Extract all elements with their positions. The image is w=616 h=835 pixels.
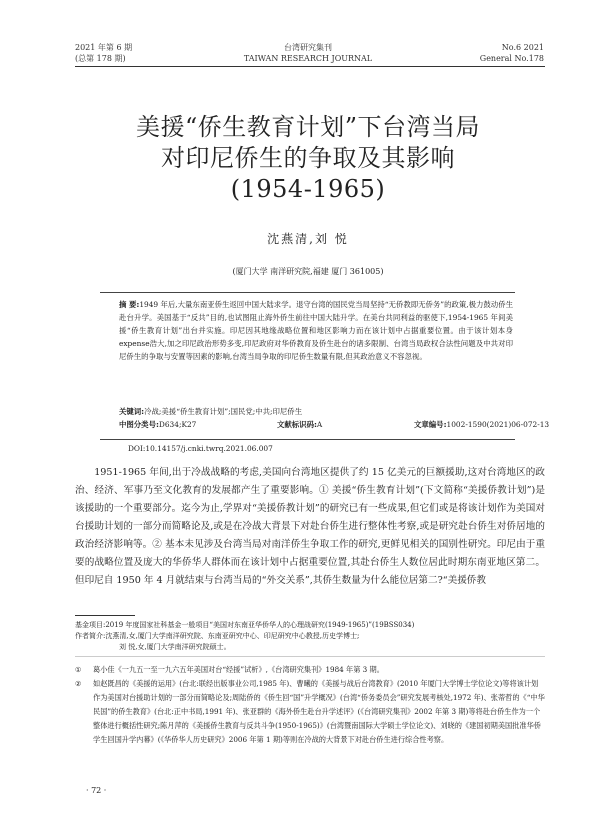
abstract-bottom-divider xyxy=(100,439,515,440)
abstract-label: 摘 要: xyxy=(119,300,140,309)
abstract-top-divider xyxy=(100,292,515,293)
page-number: · 72 · xyxy=(86,786,107,795)
issue-number-en: No.6 2021 xyxy=(501,43,544,52)
abstract xyxy=(119,298,513,363)
paper-title xyxy=(0,112,616,205)
funding-info xyxy=(75,620,545,653)
article-label: 文章编号: xyxy=(414,420,447,429)
article-value: 1002-1590(2021)06-072-13 xyxy=(446,420,550,429)
author-bio-line-2: 刘 悦,女,厦门大学南洋研究院硕士。 xyxy=(119,643,231,651)
keywords-label: 关键词: xyxy=(119,407,145,416)
clc-label: 中图分类号: xyxy=(119,420,159,429)
doc-value: A xyxy=(316,420,323,429)
doc-field xyxy=(277,418,322,431)
journal-name-en: TAIWAN RESEARCH JOURNAL xyxy=(243,54,373,63)
footnote xyxy=(75,663,545,677)
article-field xyxy=(414,418,549,431)
classification xyxy=(119,418,550,431)
title-line-3: (1954-1965) xyxy=(230,175,386,203)
clc-field xyxy=(119,420,196,429)
author-bio-line: 作者简介:沈燕清,女,厦门大学南洋研究院、东南亚研究中心、印尼研究中心教授,历史学博士; xyxy=(75,632,360,640)
funding-line: 基金项目:2019 年度国家社科基金一般项目“美国对东南亚华侨华人的心理战研究(1949-1965)”(19BSS034) xyxy=(75,621,415,629)
notes-divider xyxy=(75,656,545,657)
footnote-number: ① xyxy=(75,665,82,674)
title-line-1: 美援“侨生教育计划”下台湾当局 xyxy=(135,113,481,141)
footnote-text: 葛小佳《一九五一至一九六五年美国对台“经援”试析》,《台湾研究集刊》1984 年第 3 期。 xyxy=(93,665,384,674)
journal-issue-en xyxy=(480,42,544,64)
keywords xyxy=(119,405,513,418)
journal-name-cn: 台湾研究集刊 xyxy=(284,43,332,52)
keywords-text: 冷战;美援“侨生教育计划”;国民党;中共;印尼侨生 xyxy=(144,407,303,416)
abstract-text: 1949 年后,大量东南亚侨生返回中国大陆求学。退守台湾的国民党当局坚持“无侨教即无侨务”的政策,极力鼓动侨生赴台升学。美国基于“反共”目的,也试图阻止海外侨生前往中国大陆升学。在美台共同利益的驱使下,1954-1965 年间美援“侨生教育计划”出台并实施。印尼因其地缘战略位置和地区影响力而在该计划中占据重要位置。由于该计划本身expense浩大,加之印尼政治形势多变,印尼政府对华侨教育及侨生赴台的诸多限制、台湾当局政权合法性问题及中共对印尼侨生的争取与安置等因素的影响,台湾当局争取的印尼侨生数量有限,但其政治意义不容忽视。 xyxy=(119,300,513,361)
authors: 沈燕清,刘 悦 xyxy=(267,232,349,246)
header-divider xyxy=(75,66,545,67)
doi: DOI:10.14157/j.cnki.twrq.2021.06.007 xyxy=(128,444,273,453)
footnote xyxy=(75,677,545,747)
doc-label: 文献标识码: xyxy=(277,420,317,429)
title-line-2: 对印尼侨生的争取及其影响 xyxy=(161,144,455,172)
issue-total: (总第 178 期) xyxy=(75,54,126,63)
issue-number: 2021 年第 6 期 xyxy=(75,43,133,52)
affiliation: (厦门大学 南洋研究院,福建 厦门 361005) xyxy=(232,267,384,276)
footnote-text: 如赵既昌的《美援的运用》(台北:联经出版事业公司,1985 年)、曹曦的《美援与战后台湾教育》(2010 年厦门大学博士学位论文)等将该计划作为美国对台援助计划的一部分而简略论及;周陆侨的《侨生回“国”升学概况》(台湾“侨务委员会”研究发展考核处,1972 年)、张蒂哲的《“中华民国”的侨生教育》(台北:正中书局,1991 年)、张亚群的《海外侨生赴台升学述评》(《台湾研究集刊》2002 年第 3 期)等将赴台侨生作为一个整体进行概括性研究;陈月萍的《美援侨生教育与反共斗争(1950-1965)》(台湾暨南国际大学硕士学位论文)、刘晓的《建国初期美国批准华侨学生回国升学内幕》(《华侨华人历史研究》2006 年第 1 期)等则在冷战的大背景下对赴台侨生进行综合性考察。 xyxy=(93,679,545,744)
footnote-divider xyxy=(75,615,135,616)
clc-value: D634;K27 xyxy=(158,420,197,429)
body-paragraph: 1951-1965 年间,出于冷战战略的考虑,美国向台湾地区提供了约 15 亿美元的巨额援助,这对台湾地区的政治、经济、军事乃至文化教育的发展都产生了重要影响。① 美援“侨生教育计划”(下文简称“美援侨教计划”)是该援助的一个重要部分。迄今为止,学界对“美援侨教计划”的研究已有一些成果,但它们或是将该计划作为美国对台援助计划的一部分而简略论及,或是在冷战大背景下对赴台侨生进行整体性考察,或是研究赴台侨生对侨居地的政治经济影响等。② 基本未见涉及台湾当局对南洋侨生争取工作的研究,更鲜见相关的国别性研究。印尼由于重要的战略位置及庞大的华侨华人群体而在该计划中占据重要位置,其赴台侨生人数位居此时期东南亚地区第二。但印尼自 1950 年 4 月就结束与台湾当局的“外交关系”,其侨生数量为什么能位居第二?“美援侨教 xyxy=(75,467,545,586)
footnote-number: ② xyxy=(75,679,82,688)
issue-total-en: General No.178 xyxy=(479,54,544,63)
footnotes xyxy=(75,663,545,747)
